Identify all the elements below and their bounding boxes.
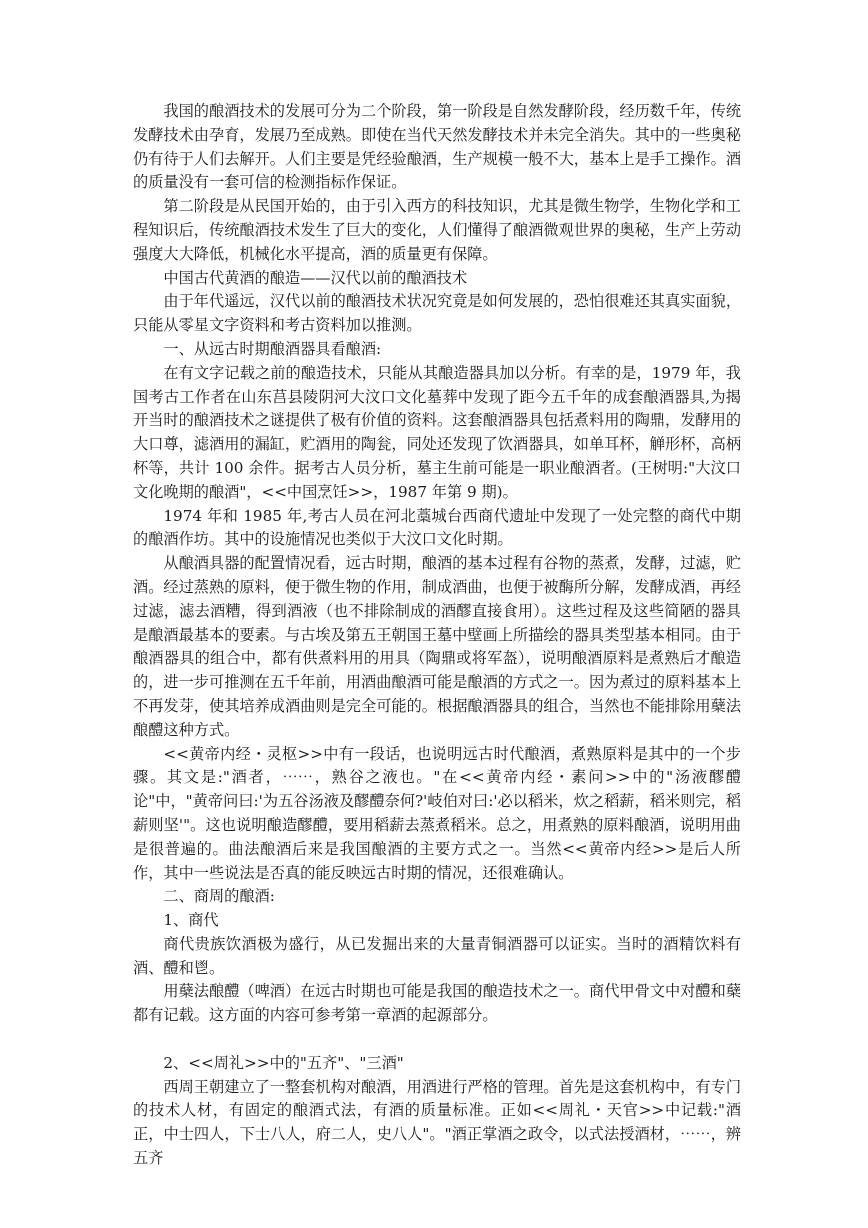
sub-heading-zhouli: 2、<<周礼>>中的"五齐"、"三酒" [163,1053,404,1072]
paragraph-7: <<黄帝内经・灵枢>>中有一段话，也说明远古时代酿酒，煮熟原料是其中的一个步骤。其文是:"酒者，⋯⋯，熟谷之液也。"在<<黄帝内经・素问>>中的"汤液醪醴论"中，"黄帝问曰:'为五谷汤液及醪醴奈何?'岐伯对曰:'必以稻米，炊之稻薪，稻米则完，稻薪则坚'"。这也说明酿造醪醴，要用稻薪去蒸煮稻米。总之，用煮熟的原料酿酒，说明用曲是很普遍的。曲法酿酒后来是我国酿酒的主要方式之一。当然<<黄帝内经>>是后人所作，其中一些说法是否真的能反映远古时期的情况，还很难确认。 [133,744,741,882]
subsection-heading-1: 一、从远古时期酿酒器具看酿酒: [163,339,382,358]
paragraph-1: 我国的酿酒技术的发展可分为二个阶段，第一阶段是自然发酵阶段，经历数千年，传统发酵技术由孕育，发展乃至成熟。即使在当代天然发酵技术并未完全消失。其中的一些奥秘仍有待于人们去解开。人们主要是凭经验酿酒，生产规模一般不大，基本上是手工操作。酒的质量没有一套可信的检测指标作保证。 [133,102,741,192]
section-heading: 中国古代黄酒的酿造——汉代以前的酿酒技术 [163,268,468,287]
paragraph-4: 在有文字记载之前的酿造技术，只能从其酿造器具加以分析。有幸的是，1979 年，我国考古工作者在山东莒县陵阴河大汶口文化墓葬中发现了距今五千年的成套酿酒器具,为揭开当时的酿酒技术之谜提供了极有价值的资料。这套酿酒器具包括煮料用的陶鼎，发酵用的大口尊，滤酒用的漏缸，贮酒用的陶瓮，同处还发现了饮酒器具，如单耳杯，觯形杯，高柄杯等，共计 100 余件。据考古人员分析，墓主生前可能是一职业酿酒者。(王树明:"大汶口文化晚期的酿酒"，<<中国烹饪>>，1987 年第 9 期)。 [133,363,741,501]
paragraph-6: 从酿酒具器的配置情况看，远古时期，酿酒的基本过程有谷物的蒸煮，发酵，过滤，贮酒。经过蒸熟的原料，便于微生物的作用，制成酒曲，也便于被酶所分解，发酵成酒，再经过滤，滤去酒糟，得到酒液（也不排除制成的酒醪直接食用）。这些过程及这些简陋的器具是酿酒最基本的要素。与古埃及第五王朝国王墓中壁画上所描绘的器具类型基本相同。由于酿酒器具的组合中，都有供煮料用的用具（陶鼎或将军盔），说明酿酒原料是煮熟后才酿造的，进一步可推测在五千年前，用酒曲酿酒可能是酿酒的方式之一。因为煮过的原料基本上不再发芽，使其培养成酒曲则是完全可能的。根据酿酒器具的组合，当然也不能排除用蘖法酿醴这种方式。 [133,554,741,739]
subsection-heading-2: 二、商周的酿酒: [163,887,275,906]
document-body [133,100,741,1171]
paragraph-3: 由于年代遥远，汉代以前的酿酒技术状况究竟是如何发展的，恐怕很难还其真实面貌，只能从零星文字资料和考古资料加以推测。 [133,292,741,335]
paragraph-10: 西周王朝建立了一整套机构对酿酒，用酒进行严格的管理。首先是这套机构中，有专门的技术人材，有固定的酿酒式法，有酒的质量标准。正如<<周礼・天官>>中记载:"酒正，中士四人，下士八人，府二人，史八人"。"酒正掌酒之政令，以式法授酒材，⋯⋯，辨五齐 [133,1077,741,1168]
paragraph-2: 第二阶段是从民国开始的，由于引入西方的科技知识，尤其是微生物学，生物化学和工程知识后，传统酿酒技术发生了巨大的变化，人们懂得了酿酒微观世界的奥秘，生产上劳动强度大大降低，机械化水平提高，酒的质量更有保障。 [133,197,741,263]
paragraph-5: 1974 年和 1985 年,考古人员在河北藁城台西商代遗址中发现了一处完整的商代中期的酿酒作坊。其中的设施情况也类似于大汶口文化时期。 [133,506,741,549]
sub-heading-shang: 1、商代 [163,911,219,930]
paragraph-9: 用蘖法酿醴（啤酒）在远古时期也可能是我国的酿造技术之一。商代甲骨文中对醴和蘖都有记载。这方面的内容可参考第一章酒的起源部分。 [133,982,741,1025]
paragraph-8: 商代贵族饮酒极为盛行，从已发掘出来的大量青铜酒器可以证实。当时的酒精饮料有酒、醴和鬯。 [133,934,741,977]
